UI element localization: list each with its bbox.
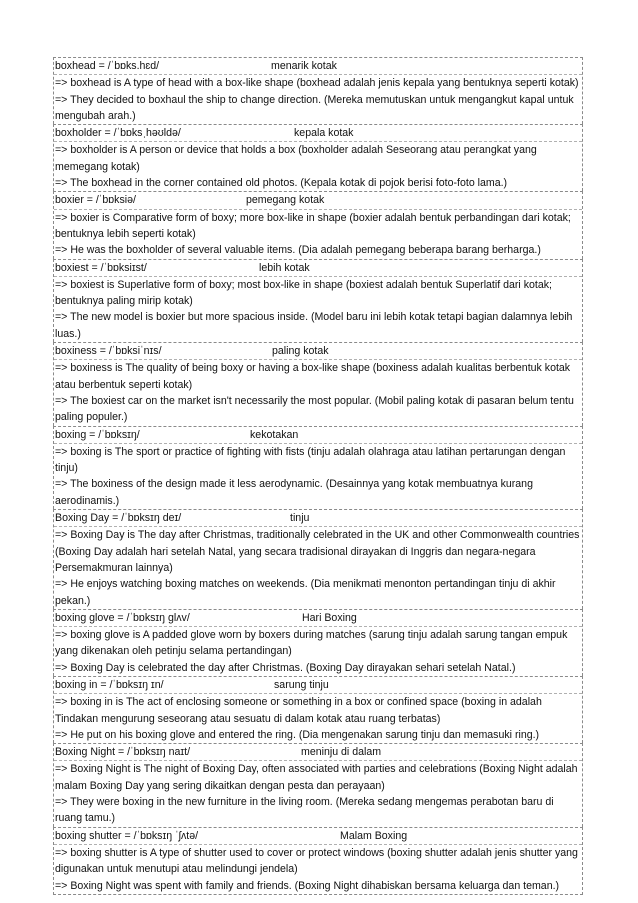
entry-header	[54, 58, 582, 75]
entry-definition: => boxiness is The quality of being boxy or having a box-like shape (boxiness adalah kualitas berbentuk kotak atau berbentuk seperti kotak)	[55, 362, 571, 391]
entry-example: => Boxing Night was spent with family and friends. (Boxing Night dihabiskan bersama keluarga dan teman.)	[55, 879, 560, 892]
entry-example: => The boxiness of the design made it less aerodynamic. (Desainnya yang kotak membuatnya kurang aerodinamis.)	[55, 478, 533, 507]
entry-boxiest	[53, 259, 583, 342]
entry-translation: meninju di dalam	[301, 746, 382, 759]
entry-header	[54, 744, 582, 761]
entry-term: boxholder = /ˈbɒksˌhəʊldə/	[55, 127, 181, 140]
entry-translation: Hari Boxing	[302, 611, 357, 624]
entry-term: boxing shutter = /ˈbɒksɪŋ ˈʃʌtə/	[55, 829, 199, 842]
entry-boxing-day	[53, 509, 583, 609]
entry-header	[54, 343, 582, 360]
entry-example: => Boxing Day is celebrated the day after Christmas. (Boxing Day dirayakan sehari setelah Natal.)	[55, 661, 516, 674]
entry-boxing-night	[53, 743, 583, 826]
entry-boxing-glove	[53, 609, 583, 676]
entry-example: => The boxiest car on the market isn't necessarily the most popular. (Mobil paling kotak di pasaran belum tentu paling populer.)	[55, 394, 574, 424]
vocabulary-table	[53, 57, 583, 895]
entry-term: Boxing Night = /ˈbɒksɪŋ naɪt/	[55, 746, 191, 759]
entry-boxing-in	[53, 676, 583, 743]
entry-boxiness	[53, 342, 583, 425]
entry-translation: menarik kotak	[271, 60, 337, 72]
entry-example: => He enjoys watching boxing matches on weekends. (Dia menikmati menonton pertandingan tinju di akhir pekan.)	[55, 578, 556, 607]
entry-term: Boxing Day = /ˈbɒksɪŋ deɪ/	[55, 512, 182, 525]
entry-definition: => boxier is Comparative form of boxy; more box-like in shape (boxier adalah bentuk perbandingan dari kotak; bentuknya lebih seperti kotak)	[55, 211, 571, 240]
entry-term: boxing = /ˈbɒksɪŋ/	[55, 428, 140, 441]
entry-translation: kepala kotak	[294, 127, 354, 140]
entry-example: => The boxhead in the corner contained old photos. (Kepala kotak di pojok berisi foto-foto lama.)	[55, 177, 508, 190]
entry-definition: => boxhead is A type of head with a box-like shape (boxhead adalah jenis kepala yang bentuknya seperti kotak)	[55, 77, 579, 90]
entry-translation: sarung tinju	[274, 678, 329, 691]
entry-definition: => boxing is The sport or practice of fighting with fists (tinju adalah olahraga atau latihan pertarungan dengan tinju)	[55, 445, 566, 475]
entry-example: => He was the boxholder of several valuable items. (Dia adalah pemegang beberapa barang berharga.)	[55, 244, 541, 257]
entry-term: boxhead = /ˈbɒks.hɛd/	[55, 60, 160, 72]
entry-definition: => boxing glove is A padded glove worn by boxers during matches (sarung tinju adalah sarung tangan empuk yang dikenakan oleh petinju selama pertandingan)	[55, 629, 568, 658]
entry-definition: => boxing shutter is A type of shutter used to cover or protect windows (boxing shutter adalah jenis shutter yang digunakan untuk menutupi atau melindungi jendela)	[55, 846, 578, 876]
entry-definition: => boxholder is A person or device that holds a box (boxholder adalah Seseorang atau perangkat yang memegang kotak)	[55, 144, 537, 173]
entry-translation: pemegang kotak	[246, 194, 325, 207]
entry-term: boxing glove = /ˈbɒksɪŋ ɡlʌv/	[55, 611, 190, 624]
entry-example: => They decided to boxhaul the ship to change direction. (Mereka memutuskan untuk mengangkut kapal untuk mengubah arah.)	[55, 93, 574, 122]
entry-header	[54, 610, 582, 627]
entry-definition: => boxing in is The act of enclosing someone or something in a box or confined space (boxing in adalah Tindakan mengurung seseorang atau sesuatu di dalam kotak atau ruang terbatas)	[55, 696, 542, 725]
entry-header	[54, 510, 582, 527]
entry-term: boxing in = /ˈbɒksɪŋ ɪn/	[55, 678, 164, 691]
entry-header	[54, 427, 582, 444]
entry-header	[54, 677, 582, 694]
entry-translation: Malam Boxing	[340, 829, 408, 842]
entry-term: boxiness = /ˈbɒksiˈnɪs/	[55, 345, 162, 358]
entry-definition: => Boxing Day is The day after Christmas, traditionally celebrated in the UK and other Commonwealth countries (Boxing Day adalah hari setelah Natal, yang secara tradisional dirayakan di Inggris dan negara-negara Persemakmuran lainnya)	[55, 529, 580, 574]
entry-definition: => boxiest is Superlative form of boxy; most box-like in shape (boxiest adalah bentuk Superlatif dari kotak; bentuknya paling mirip kotak)	[55, 278, 552, 308]
entry-example: => The new model is boxier but more spacious inside. (Model baru ini lebih kotak tetapi bagian dalamnya lebih luas.)	[55, 311, 573, 340]
entry-boxier	[53, 191, 583, 258]
entry-translation: paling kotak	[272, 345, 329, 358]
entry-example: => They were boxing in the new furniture in the living room. (Mereka sedang mengemas perabotan baru di ruang tamu.)	[55, 796, 554, 825]
entry-translation: kekotakan	[250, 428, 299, 441]
entry-boxing-shutter	[53, 827, 583, 895]
entry-translation: lebih kotak	[259, 261, 310, 274]
entry-translation: tinju	[290, 512, 310, 525]
entry-header	[54, 260, 582, 277]
entry-header	[54, 192, 582, 209]
entry-term: boxiest = /ˈbɒksiɪst/	[55, 261, 147, 274]
entry-example: => He put on his boxing glove and entered the ring. (Dia mengenakan sarung tinju dan memasuki ring.)	[55, 728, 540, 741]
entry-boxhead	[53, 57, 583, 124]
entry-header	[54, 125, 582, 142]
entry-term: boxier = /ˈbɒksiə/	[55, 194, 136, 207]
entry-header	[54, 828, 582, 845]
entry-boxholder	[53, 124, 583, 191]
entry-boxing	[53, 426, 583, 509]
entry-definition: => Boxing Night is The night of Boxing Day, often associated with parties and celebrations (Boxing Night adalah malam Boxing Day yang sering dikaitkan dengan pesta dan perayaan)	[55, 763, 578, 792]
